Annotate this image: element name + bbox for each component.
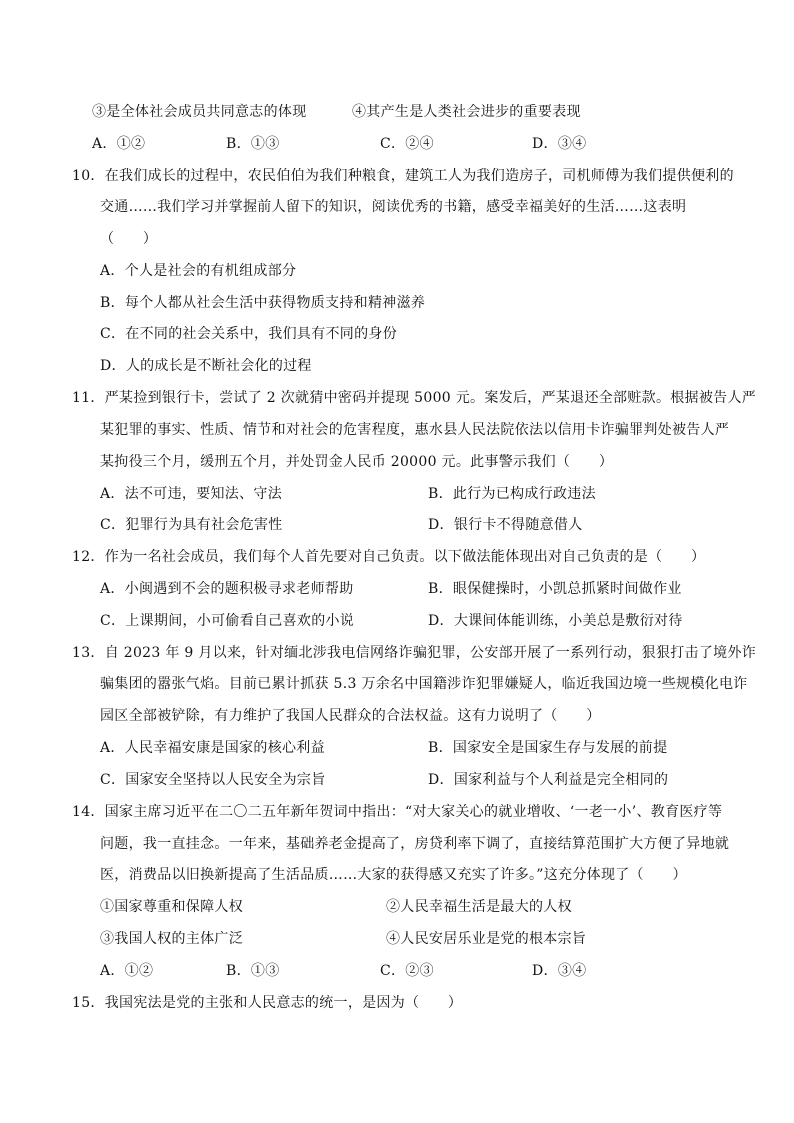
q14-statement-3: ③我国人权的主体广泛 [100,931,243,947]
question-11-line-2: 某犯罪的事实、性质、情节和对社会的危害程度，惠水县人民法院依法以信用卡诈骗罪判处被告人严 [100,422,730,438]
q14-choice-b: B．①③ [226,963,280,979]
q14-choice-d: D．③④ [532,963,587,979]
q10-option-d: D．人的成长是不断社会化的过程 [100,358,312,374]
q11-option-c: C．犯罪行为具有社会危害性 [100,517,283,533]
question-11-line-3: 某拘役三个月，缓刑五个月，并处罚金人民币 20000 元。此事警示我们（ ） [100,454,614,470]
q12-option-b: B．眼保健操时，小凯总抓紧时间做作业 [428,581,682,597]
q11-option-b: B．此行为已构成行政违法 [428,486,596,502]
choice-d: D．③④ [532,136,587,152]
question-14-line-2: 问题，我一直挂念。一年来，基础养老金提高了，房贷利率下调了，直接结算范围扩大方便了异地就 [100,836,730,852]
q14-statement-2: ②人民幸福生活是最大的人权 [386,899,572,915]
choice-a: A．①② [92,136,146,152]
choice-c: C．②④ [380,136,434,152]
question-14-line-3: 医，消费品以旧换新提高了生活品质……大家的获得感又充实了许多。”这充分体现了（ ） [100,867,687,883]
statement-4: ④其产生是人类社会进步的重要表现 [352,104,581,120]
q13-option-b: B．国家安全是国家生存与发展的前提 [428,740,668,756]
question-12-line-1: 12．作为一名社会成员，我们每个人首先要对自己负责。以下做法能体现出对自己负责的是（ ） [72,549,706,565]
question-14-line-1: 14．国家主席习近平在二〇二五年新年贺词中指出：“对大家关心的就业增收、‘一老一小’、教育医疗等 [72,804,723,820]
question-10-line-2: 交通……我们学习并掌握前人留下的知识，阅读优秀的书籍，感受幸福美好的生活……这表明 [100,199,687,215]
question-11-line-1: 11．严某捡到银行卡，尝试了 2 次就猜中密码并提现 5000 元。案发后，严某退还全部赃款。根据被告人严 [72,390,757,406]
q14-statement-1: ①国家尊重和保障人权 [100,899,243,915]
q10-option-a: A．个人是社会的有机组成部分 [100,263,297,279]
question-15-line-1: 15．我国宪法是党的主张和人民意志的统一，是因为（ ） [72,995,463,1011]
q11-option-a: A．法不可违，要知法、守法 [100,486,283,502]
q14-choice-a: A．①② [100,963,154,979]
question-13-line-3: 园区全部被铲除，有力维护了我国人民群众的合法权益。这有力说明了（ ） [100,708,601,724]
question-10-bracket: （ ） [100,231,158,247]
q10-option-c: C．在不同的社会关系中，我们具有不同的身份 [100,326,398,342]
choice-b: B．①③ [226,136,280,152]
q12-option-c: C．上课期间，小可偷看自己喜欢的小说 [100,613,355,629]
q12-option-a: A．小闽遇到不会的题积极寻求老师帮助 [100,581,354,597]
q10-option-b: B．每个人都从社会生活中获得物质支持和精神滋养 [100,295,426,311]
q13-option-d: D．国家利益与个人利益是完全相同的 [428,772,669,788]
q12-option-d: D．大课间体能训练，小美总是敷衍对待 [428,613,683,629]
question-13-line-2: 骗集团的嚣张气焰。目前已累计抓获 5.3 万余名中国籍涉诈犯罪嫌疑人，临近我国边境一些规模化电诈 [100,676,748,692]
q13-option-a: A．人民幸福安康是国家的核心利益 [100,740,325,756]
statement-3: ③是全体社会成员共同意志的体现 [92,104,307,120]
q14-choice-c: C．②③ [380,963,434,979]
question-13-line-1: 13．自 2023 年 9 月以来，针对缅北涉我电信网络诈骗犯罪，公安部开展了一系列行动，狠狠打击了境外诈 [72,645,757,661]
q14-statement-4: ④人民安居乐业是党的根本宗旨 [386,931,587,947]
q13-option-c: C．国家安全坚持以人民安全为宗旨 [100,772,326,788]
q11-option-d: D．银行卡不得随意借人 [428,517,583,533]
question-10-line-1: 10．在我们成长的过程中，农民伯伯为我们种粮食，建筑工人为我们造房子，司机师傅为我们提供便利的 [72,168,734,184]
